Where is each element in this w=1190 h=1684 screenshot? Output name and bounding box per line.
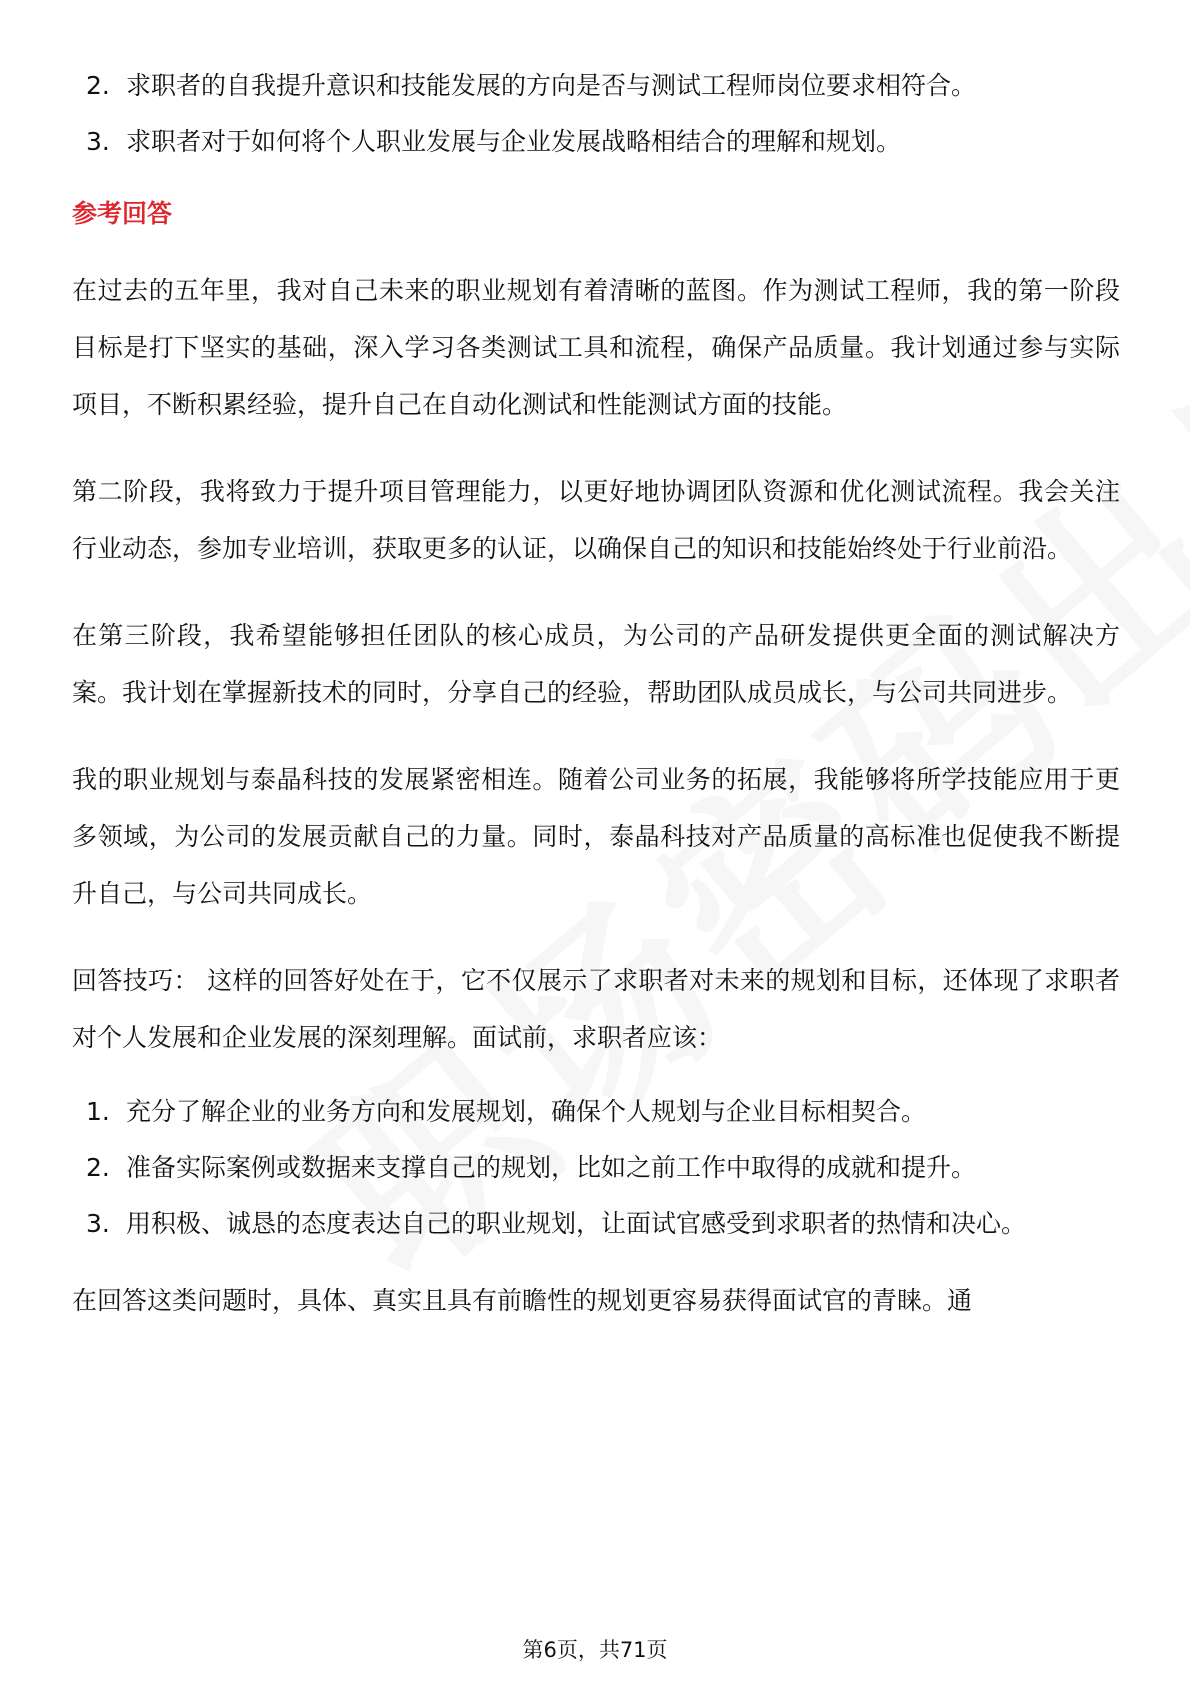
list-text: 充分了解企业的业务方向和发展规划，确保个人规划与企业目标相契合。 (126, 1097, 927, 1126)
closing-paragraph: 在回答这类问题时，具体、真实且具有前瞻性的规划更容易获得面试官的青睐。通 (72, 1286, 973, 1315)
section-heading: 参考回答 (72, 199, 173, 228)
list-number: 1. (86, 1097, 110, 1126)
list-text: 用积极、诚恳的态度表达自己的职业规划，让面试官感受到求职者的热情和决心。 (126, 1209, 1027, 1238)
document-content (72, 58, 1120, 1359)
paragraph: 在过去的五年里，我对自己未来的职业规划有着清晰的蓝图。作为测试工程师，我的第一阶段目标是打下坚实的基础，深入学习各类测试工具和流程，确保产品质量。我计划通过参与实际项目，不断积累经验，提升自己在自动化测试和性能测试方面的技能。 (72, 276, 1120, 419)
list-item (72, 1196, 1120, 1252)
paragraph: 在第三阶段，我希望能够担任团队的核心成员，为公司的产品研发提供更全面的测试解决方案。我计划在掌握新技术的同时，分享自己的经验，帮助团队成员成长，与公司共同进步。 (72, 621, 1120, 707)
paragraph: 我的职业规划与泰晶科技的发展紧密相连。随着公司业务的拓展，我能够将所学技能应用于更多领域，为公司的发展贡献自己的力量。同时，泰晶科技对产品质量的高标准也促使我不断提升自己，与公司共同成长。 (72, 765, 1120, 908)
list-item (72, 1084, 1120, 1140)
list-item (72, 114, 1120, 170)
list-text: 求职者对于如何将个人职业发展与企业发展战略相结合的理解和规划。 (126, 127, 902, 156)
list-item (72, 1140, 1120, 1196)
page-footer: 第6页，共71页 (522, 1638, 668, 1662)
answer-tips-paragraph: 回答技巧： 这样的回答好处在于，它不仅展示了求职者对未来的规划和目标，还体现了求职者对个人发展和企业发展的深刻理解。面试前，求职者应该： (72, 966, 1120, 1052)
tips-list (72, 1084, 1120, 1252)
paragraph: 第二阶段，我将致力于提升项目管理能力，以更好地协调团队资源和优化测试流程。我会关注行业动态，参加专业培训，获取更多的认证，以确保自己的知识和技能始终处于行业前沿。 (72, 477, 1120, 563)
list-item (72, 58, 1120, 114)
evaluation-list (72, 58, 1120, 170)
list-text: 准备实际案例或数据来支撑自己的规划，比如之前工作中取得的成就和提升。 (126, 1153, 977, 1182)
list-number: 2. (86, 71, 110, 100)
list-number: 2. (86, 1153, 110, 1182)
list-number: 3. (86, 1209, 110, 1238)
list-text: 求职者的自我提升意识和技能发展的方向是否与测试工程师岗位要求相符合。 (126, 71, 977, 100)
list-number: 3. (86, 127, 110, 156)
